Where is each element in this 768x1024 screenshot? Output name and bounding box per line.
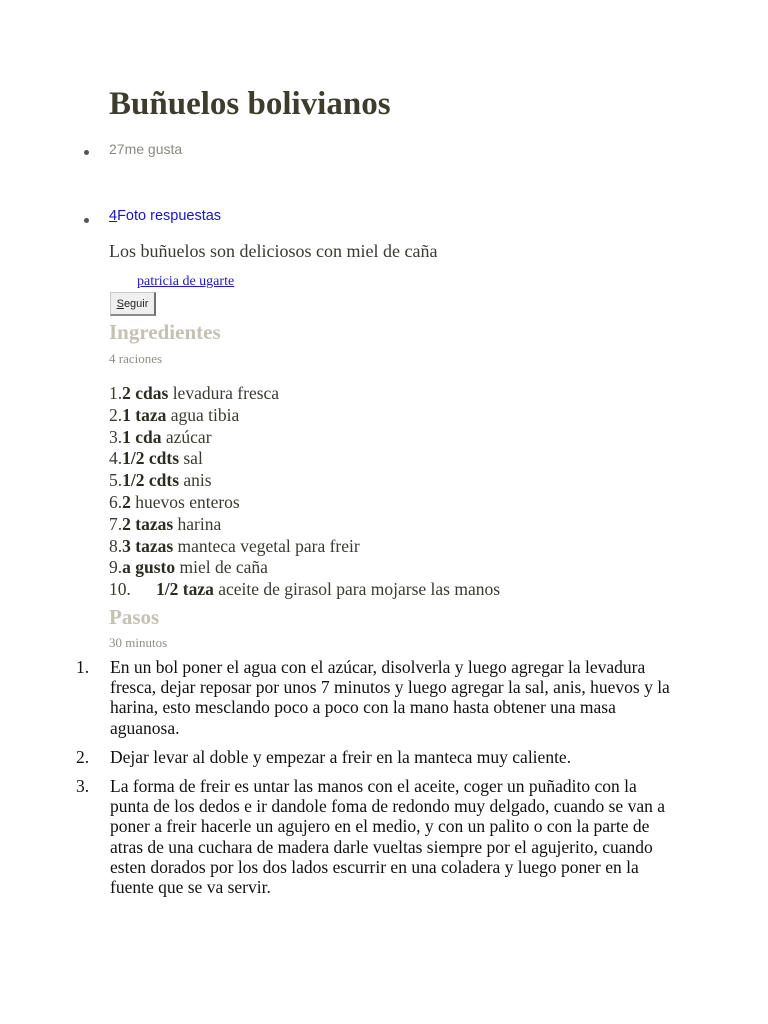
steps-list (76, 657, 676, 897)
ingredient-number: 6. (109, 491, 123, 512)
likes-label: me gusta (124, 141, 183, 157)
ingredient-quantity: 1 taza (122, 404, 167, 425)
bullet-likes (84, 150, 89, 155)
ingredient-item (109, 514, 500, 536)
ingredient-item (109, 470, 500, 492)
ingredient-item (109, 579, 500, 601)
ingredient-item (109, 383, 500, 405)
bullet-photos (84, 218, 89, 223)
photos-label: Foto respuestas (117, 208, 222, 224)
step-item (76, 776, 676, 897)
step-number: 3. (76, 776, 90, 797)
ingredient-item (109, 536, 500, 558)
author-link[interactable]: patricia de ugarte (137, 274, 235, 289)
ingredient-quantity: 2 cdas (122, 383, 169, 403)
ingredient-text: levadura fresca (168, 383, 280, 403)
ingredient-text: sal (179, 448, 203, 469)
ingredient-quantity: 2 (122, 491, 131, 512)
ingredient-item (109, 405, 500, 427)
recipe-intro: Los buñuelos son deliciosos con miel de caña (109, 241, 438, 261)
photo-responses-link[interactable] (104, 208, 221, 224)
ingredients-list (109, 383, 500, 601)
ingredient-text: azúcar (161, 426, 212, 447)
step-item (76, 747, 676, 767)
ingredient-quantity: 1/2 taza (156, 579, 214, 600)
ingredient-item (109, 557, 500, 579)
ingredient-quantity: 1/2 cdts (122, 470, 179, 491)
step-number: 2. (76, 746, 90, 767)
step-number: 1. (76, 657, 90, 677)
step-text: La forma de freir es untar las manos con el aceite, coger un puñadito con la punta de los dedos e ir dandole foma de redondo muy delgado, cuando se van a poner a freir hacerle un agujero en el medio, y con un palito o con la parte de atras de una cuchara de madera darle vueltas siempre por el agujerito, cuando esten dorados por los dos lados escurrir en una coladera y luego poner en la fuente que se va servir. (110, 776, 665, 898)
ingredient-number: 10. (109, 579, 131, 600)
ingredient-number: 3. (109, 426, 123, 447)
ingredients-heading: Ingredientes (109, 320, 221, 344)
ingredient-quantity: 2 tazas (122, 513, 174, 534)
ingredient-text: anis (179, 470, 212, 491)
steps-heading: Pasos (109, 605, 160, 629)
follow-label-rest: eguir (123, 298, 149, 310)
follow-label-underlined: S (116, 298, 124, 310)
ingredient-quantity: 1/2 cdts (122, 448, 179, 469)
photos-count: 4 (109, 208, 118, 224)
ingredient-quantity: a gusto (122, 557, 176, 578)
ingredient-text: harina (173, 513, 222, 534)
ingredient-number: 7. (109, 513, 123, 534)
ingredient-item (109, 448, 500, 470)
ingredient-number: 5. (109, 470, 123, 491)
servings: 4 raciones (109, 351, 163, 366)
likes-count[interactable] (109, 141, 182, 157)
ingredient-text: aceite de girasol para mojarse las manos (213, 579, 501, 600)
ingredient-number: 4. (109, 448, 123, 469)
ingredient-text: huevos enteros (130, 491, 240, 512)
follow-button[interactable] (110, 292, 156, 316)
recipe-title: Buñuelos bolivianos (109, 86, 391, 122)
ingredient-number: 8. (109, 535, 123, 556)
step-item (76, 657, 676, 738)
ingredient-number: 1. (109, 383, 123, 403)
ingredient-quantity: 1 cda (122, 426, 162, 447)
ingredient-text: miel de caña (175, 557, 268, 578)
likes-number: 27 (109, 141, 125, 157)
step-text: Dejar levar al doble y empezar a freir en la manteca muy caliente. (110, 746, 572, 767)
ingredient-text: agua tibia (166, 404, 240, 425)
ingredient-item (109, 427, 500, 449)
ingredient-number: 9. (109, 557, 123, 578)
ingredient-text: manteca vegetal para freir (173, 535, 360, 556)
ingredient-number: 2. (109, 404, 123, 425)
ingredient-quantity: 3 tazas (122, 535, 174, 556)
ingredient-item (109, 492, 500, 514)
steps-duration: 30 minutos (109, 635, 168, 650)
step-text: En un bol poner el agua con el azúcar, disolverla y luego agregar la levadura fresca, dejar reposar por unos 7 minutos y luego agregar la sal, anis, huevos y la harina, esto mesclando poco a poco con la mano hasta obtener una masa aguanosa. (110, 657, 670, 738)
